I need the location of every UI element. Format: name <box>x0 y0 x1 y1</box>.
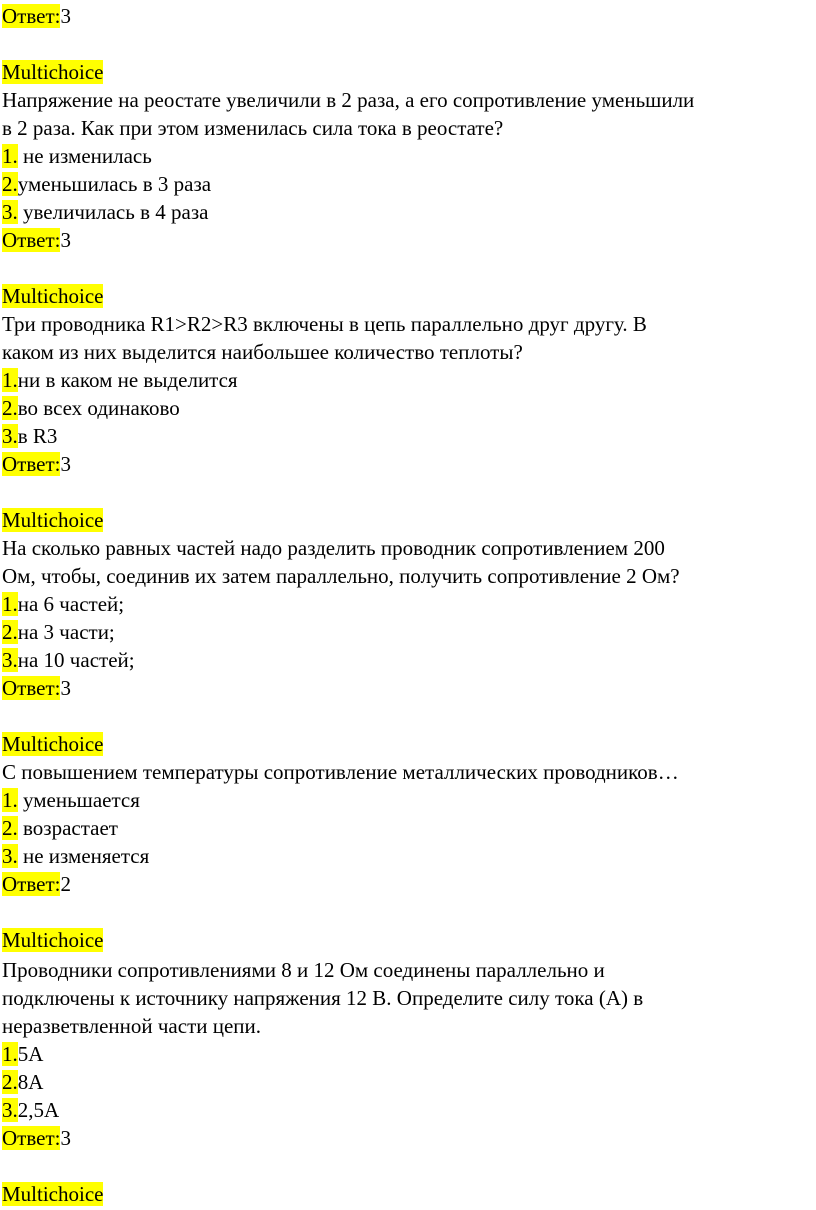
option-item: 2. возрастает <box>2 816 118 840</box>
answer-line: Ответ:3 <box>2 1126 71 1150</box>
option-item: 3. увеличилась в 4 раза <box>2 200 209 224</box>
option-item: 2.8А <box>2 1070 44 1094</box>
option-item: 2.на 3 части; <box>2 620 115 644</box>
question-type: Multichoice <box>2 928 104 952</box>
question-text: подключены к источнику напряжения 12 В. Определите силу тока (А) в <box>2 986 644 1010</box>
question-text: в 2 раза. Как при этом изменилась сила тока в реостате? <box>2 116 504 140</box>
question-text: каком из них выделится наибольшее количество теплоты? <box>2 340 523 364</box>
answer-line: Ответ:3 <box>2 452 71 476</box>
question-text: Проводники сопротивлениями 8 и 12 Ом соединены параллельно и <box>2 958 605 982</box>
question-type: Multichoice <box>2 732 104 756</box>
option-item: 1. не изменилась <box>2 144 152 168</box>
question-type: Multichoice <box>2 60 104 84</box>
option-item: 3.в R3 <box>2 424 58 448</box>
answer-line <box>2 2 71 30</box>
answer-line: Ответ:3 <box>2 228 71 252</box>
question-text: Ом, чтобы, соединив их затем параллельно, получить сопротивление 2 Ом? <box>2 564 680 588</box>
answer-line: Ответ:2 <box>2 872 71 896</box>
option-item: 3.на 10 частей; <box>2 648 135 672</box>
question-text: Напряжение на реостате увеличили в 2 раза, а его сопротивление уменьшили <box>2 88 695 112</box>
option-item: 1.ни в каком не выделится <box>2 368 238 392</box>
question-type: Multichoice <box>2 1182 104 1206</box>
question-type: Multichoice <box>2 508 104 532</box>
question-text: Три проводника R1>R2>R3 включены в цепь параллельно друг другу. В <box>2 312 647 336</box>
option-item: 2.уменьшилась в 3 раза <box>2 172 212 196</box>
answer-line: Ответ:3 <box>2 676 71 700</box>
option-item: 3.2,5А <box>2 1098 60 1122</box>
option-item: 3. не изменяется <box>2 844 150 868</box>
answer-value: 3 <box>60 4 71 28</box>
question-text: С повышением температуры сопротивление металлических проводников… <box>2 760 679 784</box>
option-item: 1.5А <box>2 1042 44 1066</box>
option-item: 1. уменьшается <box>2 788 140 812</box>
option-item: 2.во всех одинаково <box>2 396 180 420</box>
question-text: неразветвленной части цепи. <box>2 1014 262 1038</box>
answer-label: Ответ: <box>2 4 61 28</box>
option-item: 1.на 6 частей; <box>2 592 125 616</box>
question-text: На сколько равных частей надо разделить проводник сопротивлением 200 <box>2 536 665 560</box>
question-type: Multichoice <box>2 284 104 308</box>
